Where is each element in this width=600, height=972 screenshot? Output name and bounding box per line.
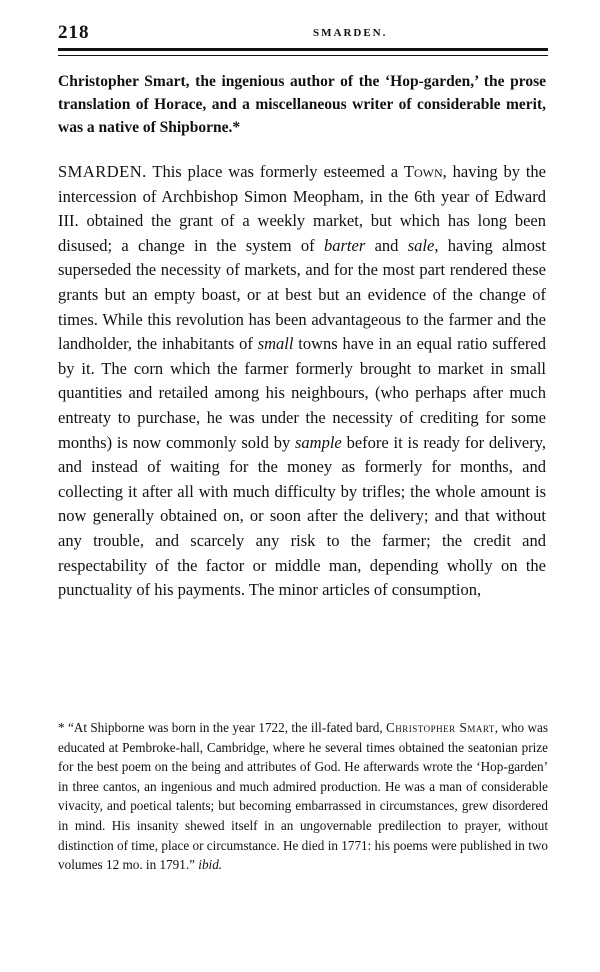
body-segment-5: towns have in an equal ratio suffered by it. The corn which the farmer formerly brought to market in small quantities and retailed among his neighbours, (who perhaps after much entreaty to purchase, he was under the necessity of crediting for some months) is now commonly sold by xyxy=(58,334,546,452)
intro-paragraph: Christopher Smart, the ingenious author of the ‘Hop-garden,’ the prose translation of Horace, and a miscellaneous writer of considerable merit, was a native of Shipborne.* xyxy=(58,73,546,136)
body-segment-2: , having by the intercession of Archbishop Simon Meopham, in the 6th year of Edward III. obtained the grant of a weekly market, but which has long been disused; a change in the system of xyxy=(58,162,546,255)
sample-word: sample xyxy=(295,432,342,452)
header-rule-thin xyxy=(58,55,548,56)
footnote xyxy=(58,718,548,875)
body-segment-1: This place was formerly esteemed a xyxy=(146,162,404,181)
header-rule-thick xyxy=(58,48,548,51)
main-paragraph xyxy=(58,160,546,603)
footnote-ibid: ibid. xyxy=(198,857,223,873)
town-word: Town xyxy=(403,162,443,181)
body-segment-3: and xyxy=(365,235,408,255)
footnote-segment-2: , who was educated at Pembroke-hall, Cambridge, where he several times obtained the seatonian prize for the best poem on the being and attributes of God. He afterwards wrote the ‘Hop-garden’ in three cantos, an ingenious and much admired production. He was a man of considerable vivacity, and poetical talents; but becoming embarrassed in circumstances, grew disordered in mind. His insanity shewed itself in an ungovernable predilection to prayer, without distinction of time, place or circumstance. He died in 1771: his poems were published in two volumes 12 mo. in 1791.” xyxy=(58,720,549,873)
page-header xyxy=(58,22,546,44)
body-segment-6: before it is ready for delivery, and instead of waiting for the money as formerly for months, and collecting it after all with much difficulty by trifles; the whole amount is now generally obtained on, or soon after the delivery; and that without any trouble, and scarcely any risk to the farmer; the credit and respectability of the factor or middle man, depending wholly on the punctuality of his payments. The minor articles of consumption, xyxy=(58,432,546,600)
body-segment-4: , having almost superseded the necessity of markets, and for the most part rendered these grants but an empty boast, or at best but an evidence of the change of times. While this revolution has been advantageous to the farmer and the landholder, the inhabitants of xyxy=(58,235,547,354)
footnote-name: Christopher Smart xyxy=(386,720,495,735)
running-head: SMARDEN. xyxy=(313,27,388,39)
page-number: 218 xyxy=(58,22,90,43)
small-word: small xyxy=(257,334,294,354)
lead-word: SMARDEN. xyxy=(58,162,147,181)
footnote-segment-1: * “At Shipborne was born in the year 1722, the ill-fated bard, xyxy=(58,720,386,735)
sale-word: sale xyxy=(407,235,435,255)
barter-word: barter xyxy=(324,235,366,255)
